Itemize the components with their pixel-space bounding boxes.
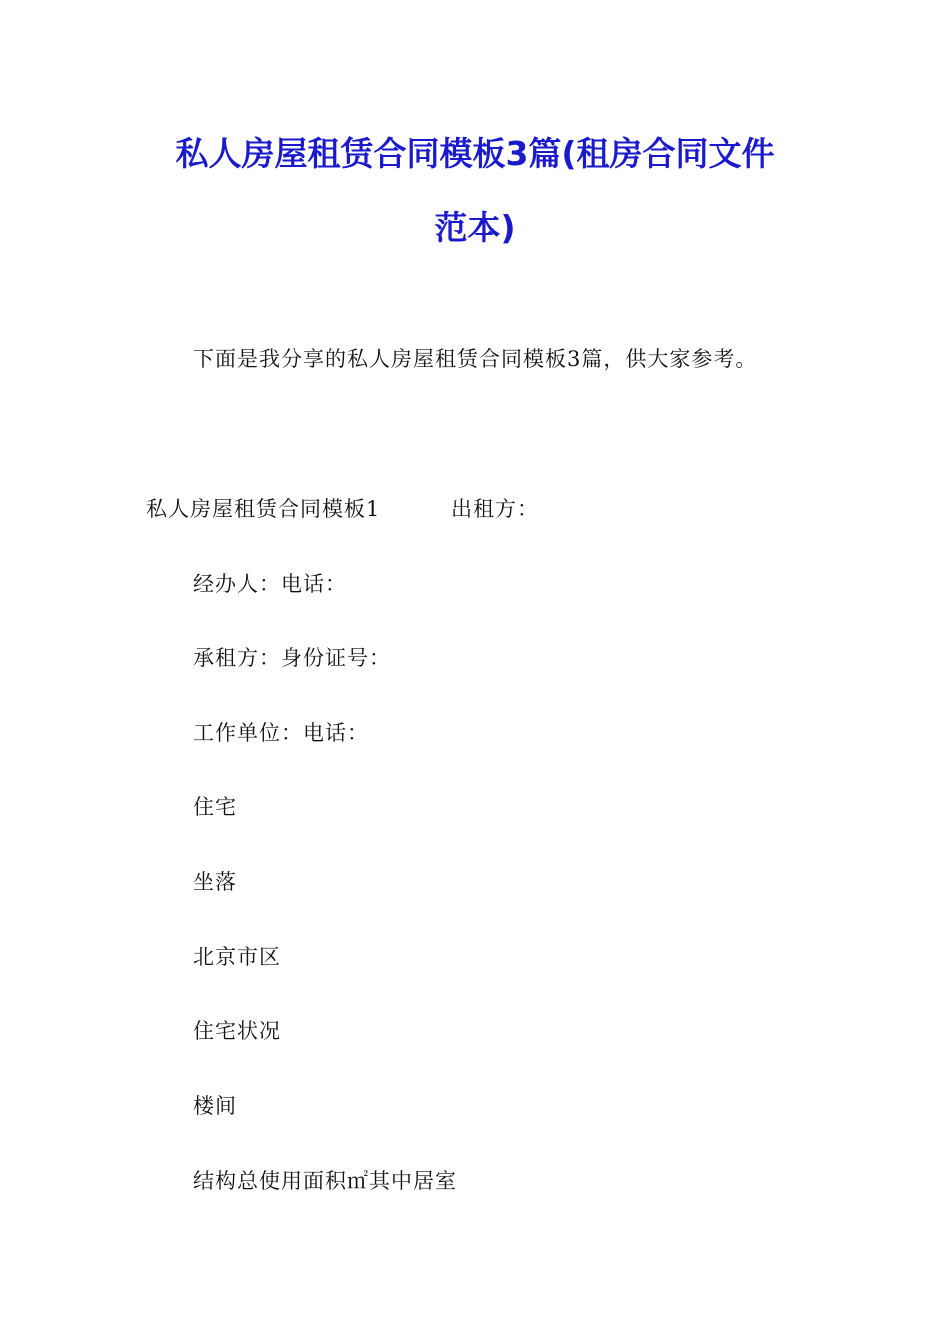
agent-phone-line: 经办人：电话：	[193, 572, 347, 596]
residence-status-line: 住宅状况	[193, 1019, 281, 1043]
lessor-label: 出租方：	[451, 497, 539, 521]
lessee-id-line: 承租方：身份证号：	[193, 646, 391, 670]
section-heading: 私人房屋租赁合同模板1	[146, 497, 381, 521]
document-title-line-2: 范本)	[434, 208, 516, 247]
location-line: 坐落	[193, 870, 237, 894]
residence-line: 住宅	[193, 795, 237, 819]
structure-area-line: 结构总使用面积㎡其中居室	[193, 1169, 457, 1193]
document-title-line-1: 私人房屋租赁合同模板3篇(租房合同文件	[175, 134, 775, 173]
employer-phone-line: 工作单位：电话：	[193, 721, 369, 745]
intro-paragraph: 下面是我分享的私人房屋租赁合同模板3篇，供大家参考。	[193, 347, 758, 371]
building-room-line: 楼间	[193, 1094, 237, 1118]
district-line: 北京市区	[193, 945, 281, 969]
